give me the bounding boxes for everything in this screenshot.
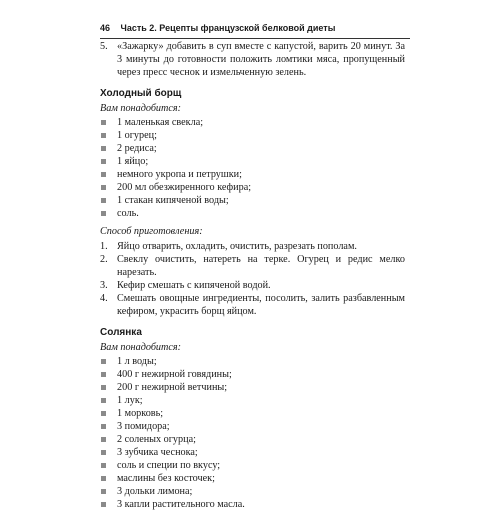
ingredient-text: 3 зубчика чеснока;: [117, 447, 198, 458]
step-text: Кефир смешать с кипяченой водой.: [117, 280, 271, 291]
ingredient-item: [100, 485, 405, 498]
ingredient-text: 2 соленых огурца;: [117, 434, 196, 445]
bullet-square-icon: [101, 120, 106, 125]
ingredient-text: 200 мл обезжиренного кефира;: [117, 182, 252, 193]
continued-step: [100, 40, 405, 79]
bullet-square-icon: [101, 437, 106, 442]
ingredient-text: 3 помидора;: [117, 421, 170, 432]
method-label: Способ приготовления:: [100, 226, 203, 237]
bullet-square-icon: [101, 489, 106, 494]
ingredient-item: [100, 168, 405, 181]
ingredient-text: немного укропа и петрушки;: [117, 169, 242, 180]
step-number: 5.: [100, 41, 108, 52]
ingredient-text: 1 огурец;: [117, 130, 157, 141]
ingredient-item: [100, 155, 405, 168]
ingredient-item: [100, 433, 405, 446]
ingredient-item: [100, 207, 405, 220]
running-header-title: Часть 2. Рецепты французской белковой диеты: [120, 23, 336, 33]
running-header: [100, 22, 410, 40]
method-step: [100, 240, 405, 253]
step-text: Смешать овощные ингредиенты, посолить, залить разбавленным кефиром, украсить борщ яйцом.: [117, 293, 405, 317]
method-step: [100, 292, 405, 318]
bullet-square-icon: [101, 159, 106, 164]
ingredient-text: 1 л воды;: [117, 356, 157, 367]
method-step: [100, 253, 405, 279]
ingredient-item: [100, 394, 405, 407]
bullet-square-icon: [101, 424, 106, 429]
ingredient-text: 1 яйцо;: [117, 156, 149, 167]
ingredients-list: [100, 355, 405, 511]
bullet-square-icon: [101, 172, 106, 177]
step-number: 3.: [100, 280, 108, 291]
page-number: 46: [100, 23, 111, 33]
bullet-square-icon: [101, 463, 106, 468]
ingredient-text: 200 г нежирной ветчины;: [117, 382, 228, 393]
step-text: Свеклу очистить, натереть на терке. Огурец и редис мелко нарезать.: [117, 254, 405, 278]
step-number: 4.: [100, 293, 108, 304]
ingredients-list: [100, 116, 405, 220]
ingredient-item: [100, 368, 405, 381]
ingredient-item: [100, 446, 405, 459]
ingredient-item: [100, 181, 405, 194]
bullet-square-icon: [101, 359, 106, 364]
ingredient-text: 3 дольки лимона;: [117, 486, 193, 497]
method-step: [100, 279, 405, 292]
ingredient-text: 1 лук;: [117, 395, 143, 406]
header-rule: [100, 38, 410, 39]
ingredient-text: 1 маленькая свекла;: [117, 117, 204, 128]
recipe-title-borsch: Холодный борщ: [100, 88, 182, 99]
bullet-square-icon: [101, 450, 106, 455]
bullet-square-icon: [101, 476, 106, 481]
bullet-square-icon: [101, 385, 106, 390]
bullet-square-icon: [101, 502, 106, 507]
ingredient-text: 1 стакан кипяченой воды;: [117, 195, 229, 206]
ingredient-item: [100, 129, 405, 142]
recipe-title-solyanka: Солянка: [100, 327, 142, 338]
ingredient-item: [100, 420, 405, 433]
ingredient-text: 1 морковь;: [117, 408, 164, 419]
ingredient-text: соль и специи по вкусу;: [117, 460, 221, 471]
ingredient-text: маслины без косточек;: [117, 473, 215, 484]
ingredients-label: Вам понадобится:: [100, 103, 182, 114]
page-body: [100, 40, 405, 511]
bullet-square-icon: [101, 198, 106, 203]
ingredient-item: [100, 142, 405, 155]
ingredient-item: [100, 355, 405, 368]
bullet-square-icon: [101, 185, 106, 190]
ingredient-text: 2 редиса;: [117, 143, 157, 154]
bullet-square-icon: [101, 211, 106, 216]
bullet-square-icon: [101, 133, 106, 138]
step-number: 1.: [100, 241, 108, 252]
step-text: «Зажарку» добавить в суп вместе с капустой, варить 20 минут. За 3 минуты до готовности положить ломтики мяса, пропущенный через пресс чеснок и измельченную зелень.: [117, 41, 405, 78]
ingredient-item: [100, 472, 405, 485]
step-number: 2.: [100, 254, 108, 265]
ingredient-text: 3 капли растительного масла.: [117, 499, 245, 510]
ingredient-text: соль.: [117, 208, 139, 219]
bullet-square-icon: [101, 146, 106, 151]
bullet-square-icon: [101, 372, 106, 377]
bullet-square-icon: [101, 398, 106, 403]
ingredient-item: [100, 407, 405, 420]
ingredient-item: [100, 459, 405, 472]
ingredient-text: 400 г нежирной говядины;: [117, 369, 232, 380]
ingredients-label: Вам понадобится:: [100, 342, 182, 353]
method-steps: [100, 240, 405, 318]
bullet-square-icon: [101, 411, 106, 416]
ingredient-item: [100, 381, 405, 394]
ingredient-item: [100, 194, 405, 207]
step-text: Яйцо отварить, охладить, очистить, разрезать пополам.: [117, 241, 357, 252]
ingredient-item: [100, 116, 405, 129]
